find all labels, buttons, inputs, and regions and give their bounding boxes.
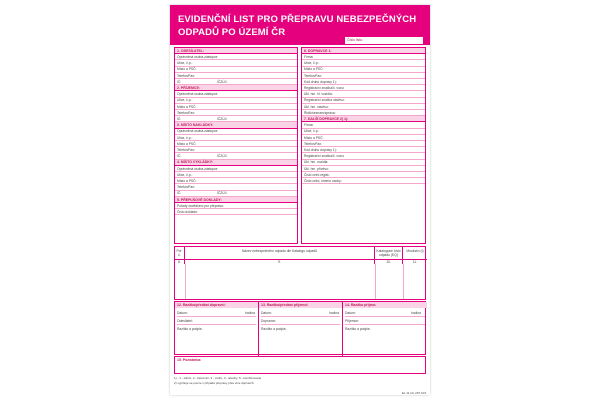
note-field[interactable]	[174, 356, 426, 374]
section-unloading-place-label: 4. MÍSTO VYKLÁDKY:	[177, 160, 214, 165]
field-label: IČZÚJ:	[217, 191, 228, 196]
field-label: Úkl. hm. návěsu:	[304, 104, 329, 109]
field-label: Oprávněná osoba-zástupce	[177, 92, 218, 97]
table-number-catalog: 10.	[375, 259, 403, 264]
table-number-name: 9.	[185, 259, 375, 264]
field-label: IČZÚJ:	[217, 154, 228, 159]
field-label: Úkl. hm. přívěsu:	[304, 166, 329, 171]
field-label: Telefon/Fax:	[177, 147, 195, 152]
field-label: Telefon/Fax:	[177, 185, 195, 190]
field-label: Místo a PSČ:	[177, 141, 197, 146]
footnote-2: 2) vyplňuje se pouze v případě přepravy přes více dopravců	[174, 381, 254, 385]
field-label: Místo a PSČ:	[304, 67, 324, 72]
field-label: Ulice, č.p.:	[177, 61, 193, 66]
field-line	[177, 316, 256, 317]
field-label: Číslo dokladu:	[177, 209, 198, 214]
field-label: Místo a PSČ:	[177, 67, 197, 72]
field-label: Telefon/Fax:	[304, 73, 322, 78]
table-number-order: 8.	[175, 259, 185, 264]
section-documents-label: 5. PŘEPLŇOVÉ DOKLADY:	[177, 197, 222, 202]
document-number-label: Číslo listu:	[347, 38, 364, 42]
document-title-line1: EVIDENČNÍ LIST PRO PŘEPRAVU NEBEZPEČNÝCH	[178, 14, 417, 25]
field-line	[261, 316, 340, 317]
field-label: Ulice, č.p.:	[177, 172, 193, 177]
waste-table	[174, 246, 426, 300]
field-label: IČZÚJ:	[217, 116, 228, 121]
documents-field[interactable]	[175, 209, 297, 215]
section-carrier-2-label: 7. DALŠÍ DOPRAVCE 2) 1):	[304, 116, 349, 121]
table-header-order: Poř. č.	[175, 247, 185, 259]
handover-carrier-cell[interactable]	[175, 302, 259, 356]
table-header-name: Název nebezpečného odpadu dle Katalogu odpadů	[185, 247, 375, 259]
hour-label: hodina	[329, 311, 339, 315]
carrier-2-field[interactable]	[302, 178, 425, 184]
recipient-label: Příjemce:	[345, 319, 359, 323]
stamp-signature-label: Razítko a podpis:	[261, 327, 287, 331]
table-header-amount: Množství (t)	[406, 249, 424, 253]
field-label: IČ:	[177, 79, 182, 84]
field-label: Oprávněná osoba-zástupce	[177, 166, 218, 171]
field-line	[345, 324, 425, 325]
field-label: Místo a PSČ:	[177, 178, 197, 183]
date-label: Datum:	[177, 311, 188, 315]
field-label: IČ:	[177, 154, 182, 159]
receipt-cell[interactable]	[343, 302, 427, 356]
field-label: Ulice, č.p.:	[304, 129, 320, 134]
section-sender-label: 1. ODESÍLATEL:	[177, 48, 204, 53]
field-label: Oprávněná osoba-zástupce	[177, 54, 218, 59]
document-sheet	[170, 5, 430, 395]
field-label: Úkl. hm. hl. vozidla:	[304, 92, 333, 97]
date-label: Datum:	[261, 311, 272, 315]
hour-label: hodina	[411, 311, 421, 315]
field-label: Kód druhu dopravy 1):	[304, 79, 337, 84]
field-label: Kód druhu dopravy 1):	[304, 147, 337, 152]
field-label: Místo a PSČ:	[177, 104, 197, 109]
section-recipient-label: 2. PŘÍJEMCE:	[177, 85, 200, 90]
field-label: Registrační značka/č. vozu:	[304, 154, 345, 159]
field-label: Řidič/seznam/zpráva:	[304, 110, 336, 115]
field-label: Telefon/Fax:	[177, 73, 195, 78]
field-label: Ulice, č.p.:	[177, 135, 193, 140]
field-label: Firma:	[304, 54, 314, 59]
field-label: Telefon/Fax:	[304, 141, 322, 146]
table-divider	[185, 264, 186, 299]
left-column	[174, 47, 298, 244]
document-header	[170, 5, 430, 45]
document-number-field[interactable]	[344, 36, 424, 45]
signature-block	[174, 301, 426, 355]
receipt-heading: 14. Razítko příjmu:	[343, 302, 427, 308]
field-label: Pořady osvědčení pro přepravu:	[177, 203, 224, 208]
right-column	[301, 47, 426, 244]
field-label: Číslo celní regist.:	[304, 172, 331, 177]
table-number-amount: 11.	[403, 259, 427, 264]
field-label: Registrační značka/č. vozu:	[304, 85, 345, 90]
table-header-catalog: Katalogové číslo odpadu (EQ)	[375, 247, 403, 259]
field-label: Oprávněná osoba-zástupce	[177, 129, 218, 134]
field-label: Ulice, č.p.:	[177, 98, 193, 103]
document-title-line2: ODPADŮ PO ÚZEMÍ ČR	[178, 27, 286, 38]
date-label: Datum:	[345, 311, 356, 315]
note-heading: 15. Poznámka:	[177, 358, 202, 362]
field-label: Telefon/Fax:	[177, 110, 195, 115]
carrier-label: Dopravce:	[261, 319, 277, 323]
table-divider	[375, 264, 376, 299]
handover-recipient-heading: 13. Razítko/předání příjemci:	[259, 302, 342, 308]
field-line	[261, 324, 340, 325]
handover-carrier-heading: 12. Razítko/předání dopravci:	[175, 302, 258, 308]
sender-label: Odesílatel:	[177, 319, 193, 323]
field-label: Firma:	[304, 123, 314, 128]
field-label: IČ:	[177, 116, 182, 121]
footnote-1: 1) - 1 - silnicí, 2 - železnicí, 3 - vodní, 4 - letecky, 5 - kombinované	[174, 376, 262, 380]
section-loading-place-label: 3. MÍSTO NAKLÁDKY:	[177, 123, 214, 128]
field-label: Ulice, č.p.:	[304, 61, 320, 66]
field-label: Číslo celní, kmeno osoby:	[304, 178, 342, 183]
section-carrier-1-label: 6. DOPRAVCE 1:	[304, 48, 332, 53]
hour-label: hodina	[245, 311, 255, 315]
field-line	[177, 324, 256, 325]
field-line	[345, 316, 425, 317]
field-label: Úkl. hm. vozidla:	[304, 160, 329, 165]
handover-recipient-cell[interactable]	[259, 302, 343, 356]
field-label: IČ:	[177, 191, 182, 196]
field-label: Místo a PSČ:	[304, 135, 324, 140]
field-label: IČZÚJ:	[217, 79, 228, 84]
field-label: Registrační značka návěsu:	[304, 98, 345, 103]
table-divider	[403, 264, 404, 299]
stamp-signature-label: Razítko a podpis:	[177, 327, 203, 331]
form-code: EL 11.10. 207 103	[401, 391, 426, 395]
stamp-signature-label: Razítko a podpis:	[345, 327, 371, 331]
